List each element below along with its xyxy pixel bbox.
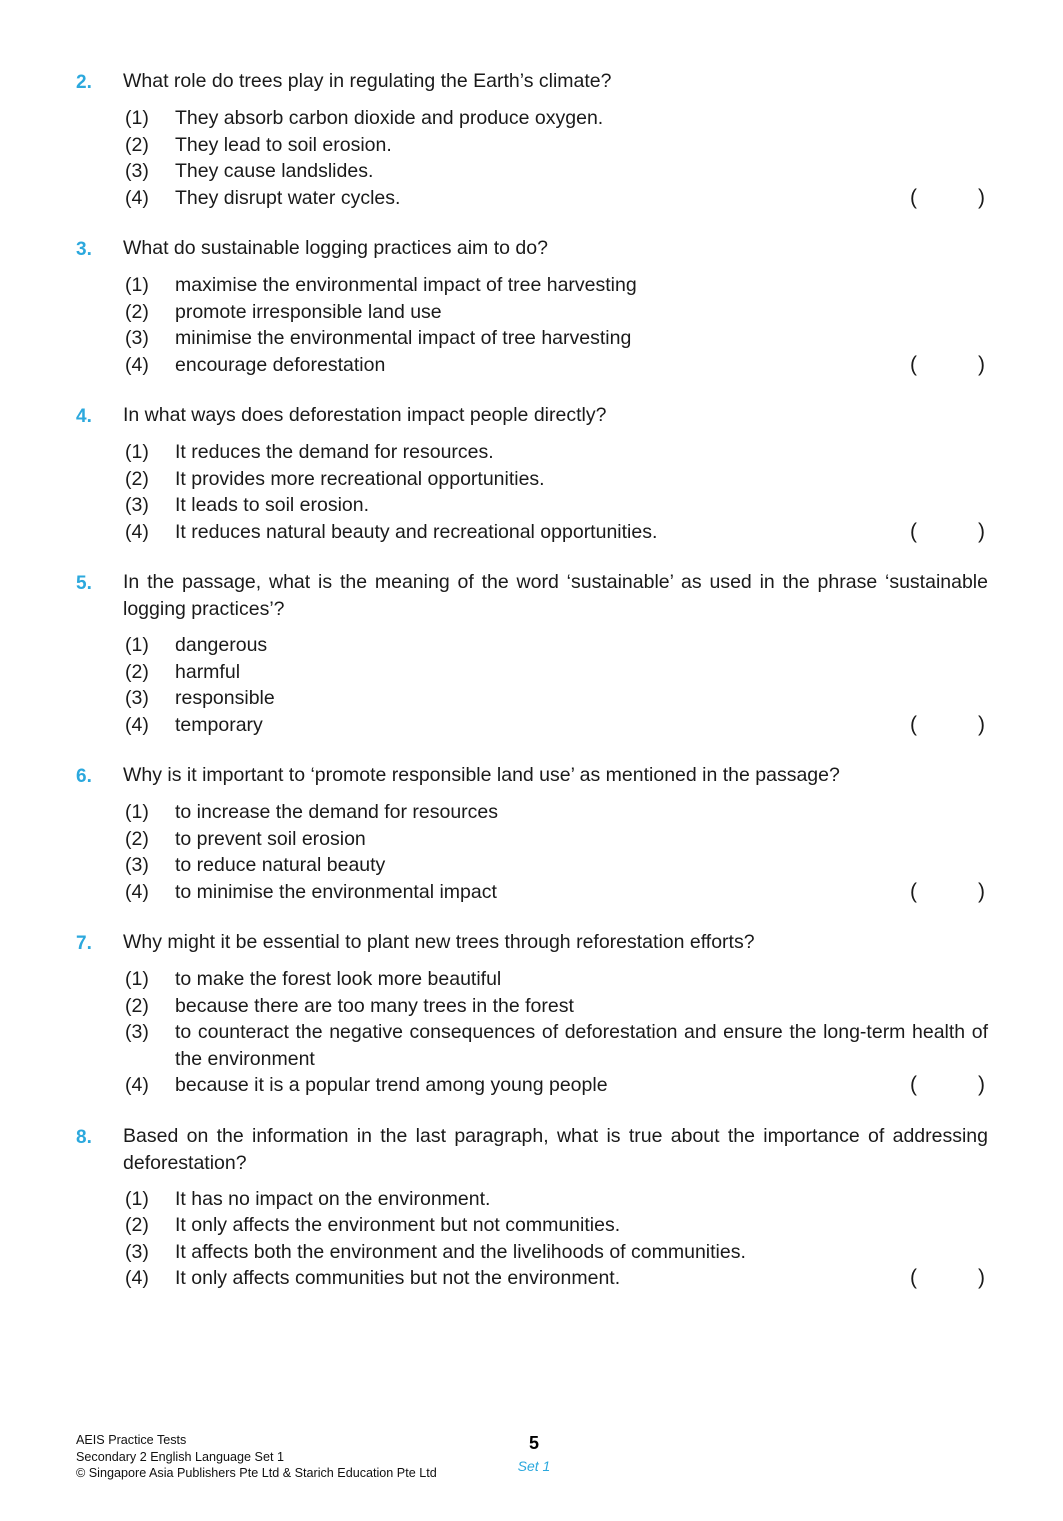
footer-publisher-info [76,1432,437,1482]
option-row[interactable] [125,659,988,686]
page-footer [76,1432,988,1502]
option-marker: (1) [125,441,149,463]
option-marker: (3) [125,1240,149,1263]
option-marker: (4) [125,520,149,543]
option-text: dangerous [175,634,268,656]
question-stem: What role do trees play in regulating the Earth’s climate? [123,70,612,92]
questions-container [76,68,988,1316]
option-text: They disrupt water cycles. [175,186,401,209]
answer-bracket-open: ( [910,712,917,736]
option-text: It reduces natural beauty and recreational opportunities. [175,520,658,543]
question-number: 4. [76,406,92,427]
option-marker: (2) [125,994,149,1017]
option-list [125,966,988,1099]
option-marker: (2) [125,660,149,683]
answer-bracket-open: ( [910,352,917,376]
option-row[interactable] [125,879,988,906]
option-row[interactable] [125,1212,988,1239]
option-marker: (2) [125,827,149,850]
option-marker: (3) [125,160,149,182]
option-row[interactable] [125,185,988,212]
option-text: to reduce natural beauty [175,854,386,876]
option-row[interactable] [125,1265,988,1292]
question-stem: In what ways does deforestation impact people directly? [123,404,607,426]
question-number: 6. [76,766,92,787]
answer-bracket-close[interactable]: ) [978,519,985,543]
option-text: temporary [175,713,263,736]
question-stem: What do sustainable logging practices aim to do? [123,237,548,259]
option-row[interactable] [125,993,988,1020]
option-row[interactable] [125,325,988,352]
option-row[interactable] [125,966,988,993]
question-block [76,929,988,1099]
option-text: to make the forest look more beautiful [175,968,502,990]
option-marker: (1) [125,801,149,823]
option-row[interactable] [125,632,988,659]
option-marker: (3) [125,854,149,876]
option-text: It leads to soil erosion. [175,494,370,516]
option-row[interactable] [125,352,988,379]
option-marker: (1) [125,274,149,296]
question-block [76,68,988,211]
option-row[interactable] [125,685,988,712]
answer-bracket-close[interactable]: ) [978,185,985,209]
answer-bracket-open: ( [910,1266,917,1289]
option-row[interactable] [125,826,988,853]
option-text: It affects both the environment and the livelihoods of communities. [175,1240,746,1263]
option-row[interactable] [125,1019,988,1072]
answer-bracket-open: ( [910,185,917,209]
option-marker: (3) [125,327,149,349]
question-number: 2. [76,72,92,93]
question-block [76,569,988,738]
option-row[interactable] [125,466,988,493]
question-block [76,235,988,378]
option-text: It reduces the demand for resources. [175,441,494,463]
option-text: It only affects communities but not the environment. [175,1267,621,1289]
option-row[interactable] [125,439,988,466]
option-text: to prevent soil erosion [175,827,366,850]
option-marker: (4) [125,353,149,376]
footer-line-title: AEIS Practice Tests [76,1433,187,1447]
question-stem: Based on the information in the last paragraph, what is true about the importance of addressing deforestation? [123,1124,988,1174]
option-text: minimise the environmental impact of tree harvesting [175,327,632,349]
option-marker: (2) [125,133,149,156]
option-list [125,799,988,905]
option-row[interactable] [125,519,988,546]
option-row[interactable] [125,492,988,519]
option-marker: (2) [125,1214,149,1236]
option-marker: (3) [125,494,149,516]
option-text: promote irresponsible land use [175,300,442,323]
question-header [76,1123,988,1177]
option-marker: (4) [125,880,149,903]
option-text: maximise the environmental impact of tree harvesting [175,274,637,296]
option-text: encourage deforestation [175,353,386,376]
answer-bracket-close[interactable]: ) [978,352,985,376]
option-marker: (4) [125,1074,149,1096]
option-row[interactable] [125,852,988,879]
option-row[interactable] [125,105,988,132]
option-marker: (1) [125,634,149,656]
answer-bracket-close[interactable]: ) [978,1266,985,1289]
question-header [76,762,988,790]
option-list [125,272,988,378]
option-list [125,1186,988,1292]
question-header [76,402,988,430]
option-list [125,632,988,738]
option-text: It has no impact on the environment. [175,1187,491,1210]
option-list [125,439,988,545]
question-header [76,68,988,96]
option-row[interactable] [125,1072,988,1099]
option-marker: (1) [125,1187,149,1210]
question-block [76,402,988,545]
question-header [76,929,988,957]
option-text: It only affects the environment but not communities. [175,1214,621,1236]
option-marker: (1) [125,968,149,990]
question-number: 8. [76,1126,92,1148]
question-header [76,569,988,623]
question-stem: Why might it be essential to plant new trees through reforestation efforts? [123,931,755,953]
option-row[interactable] [125,132,988,159]
option-marker: (3) [125,1021,149,1043]
option-row[interactable] [125,712,988,739]
question-header [76,235,988,263]
option-row[interactable] [125,799,988,826]
question-block [76,1123,988,1292]
option-text: They absorb carbon dioxide and produce oxygen. [175,107,604,129]
answer-bracket-close[interactable]: ) [978,879,985,903]
option-marker: (4) [125,713,149,736]
question-number: 5. [76,573,92,594]
option-marker: (2) [125,300,149,323]
option-marker: (3) [125,687,149,709]
option-row[interactable] [125,1239,988,1266]
footer-page-block [484,1432,584,1476]
question-stem: Why is it important to ‘promote responsible land use’ as mentioned in the passage? [123,764,840,786]
page-number: 5 [528,1433,539,1453]
option-row[interactable] [125,299,988,326]
question-stem: In the passage, what is the meaning of the word ‘sustainable’ as used in the phrase ‘sustainable logging practices’? [123,571,988,620]
answer-bracket-open: ( [910,879,917,903]
option-row[interactable] [125,158,988,185]
answer-bracket-close[interactable]: ) [978,1073,985,1096]
option-text: to increase the demand for resources [175,801,499,823]
option-text: because it is a popular trend among young people [175,1074,608,1096]
answer-bracket-open: ( [910,519,917,543]
option-row[interactable] [125,272,988,299]
question-block [76,762,988,905]
footer-line-copyright: © Singapore Asia Publishers Pte Ltd & Starich Education Pte Ltd [76,1466,437,1480]
footer-line-subject: Secondary 2 English Language Set 1 [76,1449,284,1464]
option-text: to counteract the negative consequences of deforestation and ensure the long-term health of the environment [175,1021,988,1070]
option-marker: (4) [125,1267,149,1289]
option-text: They cause landslides. [175,160,374,182]
option-text: to minimise the environmental impact [175,880,497,903]
option-text: responsible [175,687,275,709]
option-marker: (4) [125,186,149,209]
question-number: 3. [76,239,92,260]
answer-bracket-open: ( [910,1073,917,1096]
option-marker: (2) [125,467,149,490]
option-text: harmful [175,660,241,683]
option-row[interactable] [125,1186,988,1213]
option-text: because there are too many trees in the forest [175,994,574,1017]
option-text: It provides more recreational opportunities. [175,467,545,490]
option-text: They lead to soil erosion. [175,133,392,156]
answer-bracket-close[interactable]: ) [978,712,985,736]
option-list [125,105,988,211]
option-marker: (1) [125,107,149,129]
question-number: 7. [76,933,92,954]
set-label: Set 1 [517,1458,551,1474]
